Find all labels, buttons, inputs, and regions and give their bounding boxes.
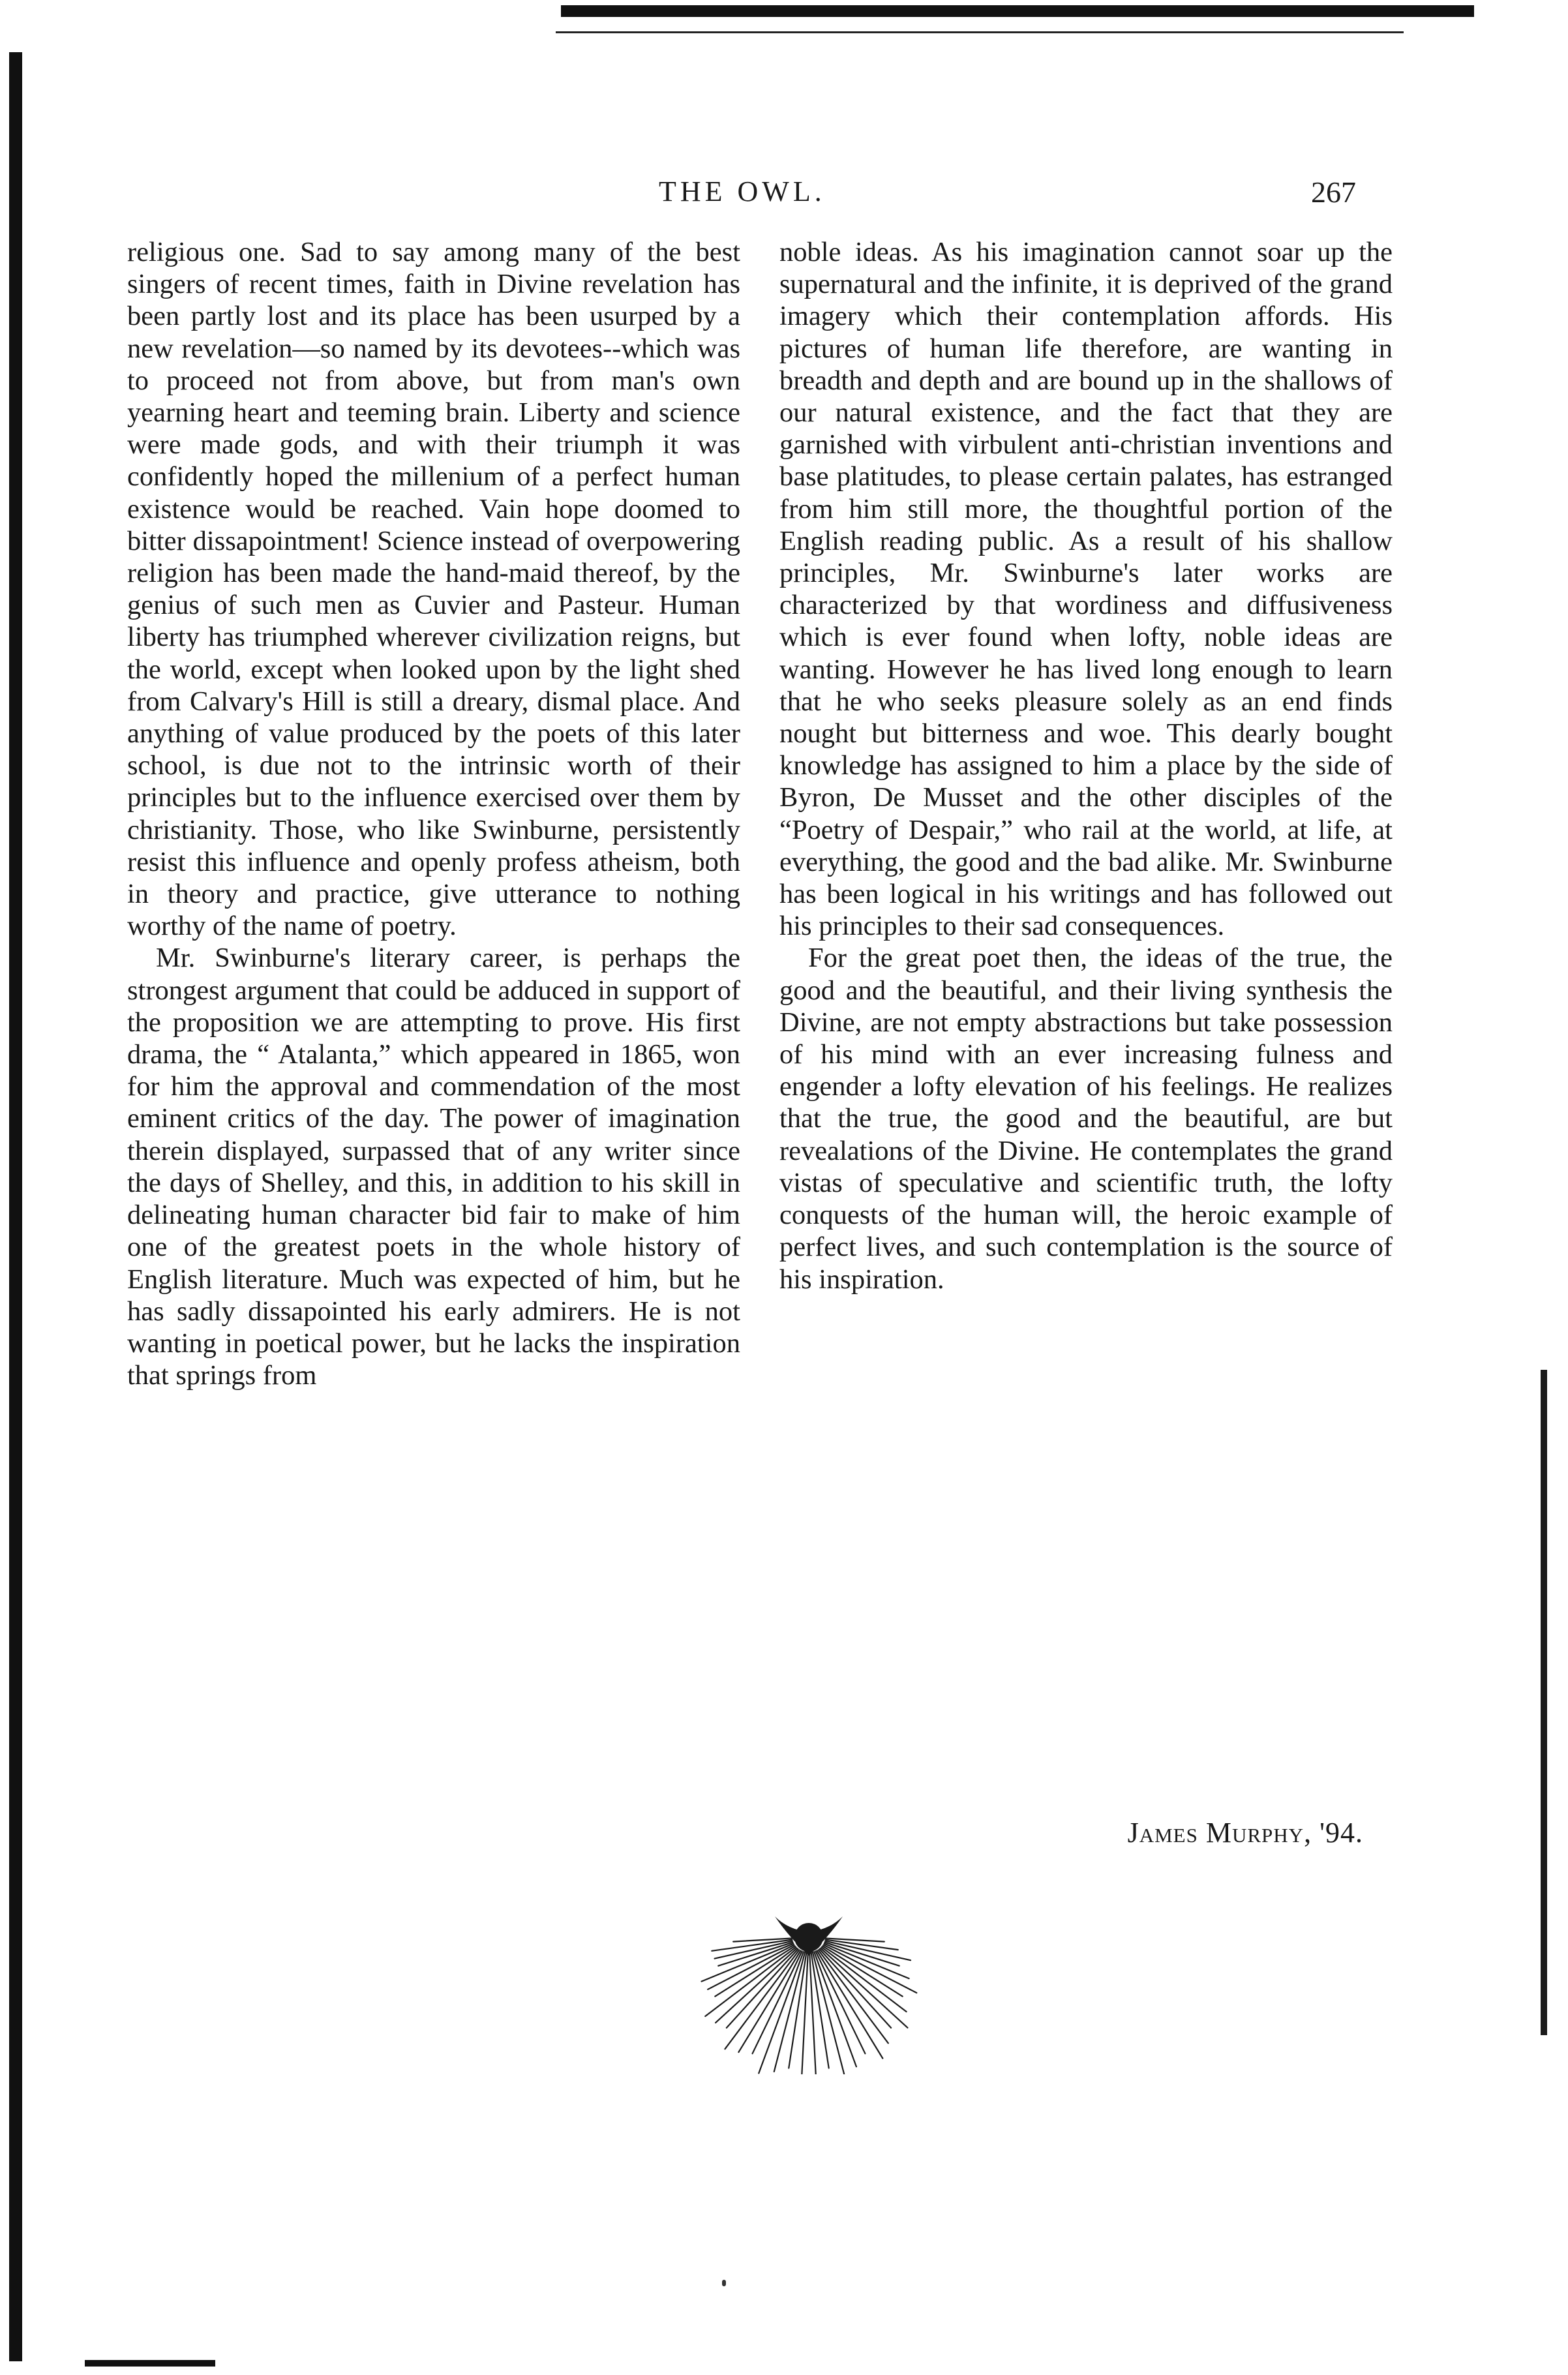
paragraph: noble ideas. As his imagination cannot soar up the supernatural and the infinite, it is deprived of the grand imagery which their contemplation affords. His pictures of human life therefore, are wanting in breadth and depth and are bound up in the shallows of our natural existence, and the fact that they are garnished with virbulent anti-christian inventions and base platitudes, to please certain palates, has estranged from him still more, the thoughtful portion of the English reading public. As a result of his shallow principles, Mr. Swinburne's later works are characterized by that wordiness and diffusiveness which is ever found when lofty, noble ideas are wanting. However he has lived long enough to learn that he who seeks pleasure solely as an end finds nought but bitterness and woe. This dearly bought knowledge has assigned to him a place by the side of Byron, De Musset and the other disciples of the “Poetry of Despair,” who rail at the world, at life, at everything, the good and the bad alike. Mr. Swinburne has been logical in his writings and has followed out his principles to their sad consequences. [779,237,1393,942]
scan-top-rule [561,5,1474,17]
sunburst-ray [789,1952,806,2068]
sunburst-ray [715,1941,792,1959]
scan-edge-right [1541,1370,1547,2035]
page-number: 267 [1311,175,1356,209]
ink-speck [722,2280,726,2286]
right-column [779,236,1393,1295]
left-column [127,236,740,1391]
paragraph: religious one. Sad to say among many of the best singers of recent times, faith in Divine revelation has been partly lost and its place has been usurped by a new revelation—so named by its devotees--which was to proceed not from above, but from man's own yearning heart and teeming brain. Liberty and science were made gods, and with their triumph it was confidently hoped the millenium of a perfect human existence would be reached. Vain hope doomed to bitter dissapointment! Science instead of overpowering religion has been made the hand-maid thereof, by the genius of such men as Cuvier and Pasteur. Human liberty has triumphed wherever civilization reigns, but the world, except when looked upon by the light shed from Calvary's Hill is still a dreary, dismal place. And anything of value produced by the poets of this later school, is due not to the intrinsic worth of their principles but to the influence exercised over them by christianity. Those, who like Swinburne, persistently resist this influence and openly profess atheism, both in theory and practice, give utterance to nothing worthy of the name of poetry. [127,237,740,942]
sunburst-ray [802,1952,808,2074]
running-title: THE OWL. [659,175,826,207]
paragraph: Mr. Swinburne's literary career, is perhaps the strongest argument that could be adduced in support of the proposition we are attempting to prove. His first drama, the “ Atalanta,” which appeared in 1865, won for him the approval and commendation of the most eminent critics of the day. The power of imagination therein displayed, surpassed that of any writer since the days of Shelley, and this, in addition to his skill in delineating human character bid fair to make of him one of the greatest poets in the whole history of English literature. Much was expected of him, but he has sadly dissapointed his early admirers. He is not wanting in poetical power, but he lacks the inspiration that springs from [127,943,740,1391]
sunburst-ray [809,1952,816,2074]
page-header [0,175,1568,214]
scan-edge-left [9,52,22,2361]
paragraph: For the great poet then, the ideas of the true, the good and the beautiful, and their living synthesis the Divine, are not empty abstractions but take possession of his mind with an ever increasing fulness and engender a lofty elevation of his feelings. He realizes that the true, the good and the beautiful, are but revealations of the Divine. He contemplates the grand vistas of speculative and scientific truth, the lofty conquests of the human will, the heroic example of perfect lives, and such contemplation is the source of his inspiration. [779,943,1393,1295]
sunburst-ray [825,1941,911,1961]
author-signature: James Murphy, '94. [1127,1817,1363,1849]
sunburst-ray [811,1952,829,2068]
sunburst-ray [738,1951,800,2053]
scan-bottom-rule [85,2360,215,2367]
sunburst-tailpiece-icon [659,1892,959,2074]
